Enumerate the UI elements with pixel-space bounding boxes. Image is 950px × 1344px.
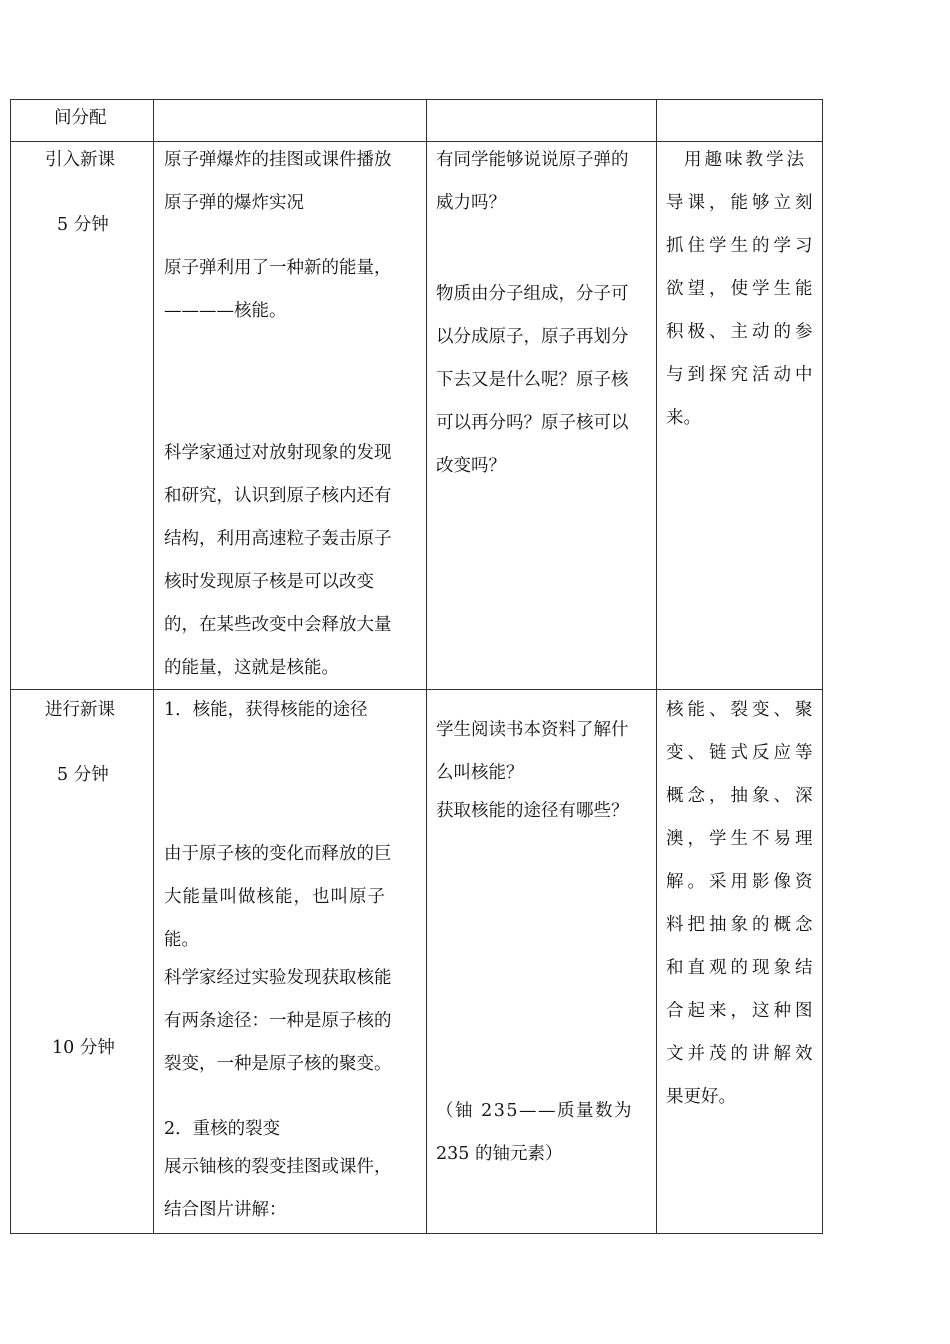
time-label: 5 分钟 <box>57 215 109 235</box>
text-line: 料把抽象的概念 <box>666 915 817 935</box>
text-line: 改变吗？ <box>436 456 506 476</box>
table-border <box>10 99 823 100</box>
subheading: 2．重核的裂变 <box>164 1119 281 1139</box>
table-border <box>426 99 427 1234</box>
subheading: 1．核能，获得核能的途径 <box>164 700 368 720</box>
text-line: 的，在某些改变中会释放大量 <box>164 615 392 635</box>
table-border <box>10 141 823 142</box>
table-border <box>656 99 657 1234</box>
text-line: 展示铀核的裂变挂图或课件， <box>164 1157 392 1177</box>
table-border <box>10 689 823 690</box>
text-line: （铀 235——质量数为 <box>436 1101 633 1121</box>
text-line: 导课，能够立刻 <box>666 193 817 213</box>
table-border <box>153 99 154 1234</box>
text-line: 欲望，使学生能 <box>666 279 817 299</box>
text-line: 变、链式反应等 <box>666 743 817 763</box>
text-line: 科学家通过对放射现象的发现 <box>164 443 392 463</box>
text-line: 科学家经过实验发现获取核能 <box>164 968 392 988</box>
text-line: 裂变，一种是原子核的聚变。 <box>164 1054 392 1074</box>
text-line: 原子弹爆炸的挂图或课件播放 <box>164 150 392 170</box>
text-line: 有同学能够说说原子弹的 <box>436 150 629 170</box>
text-line: 结构，利用高速粒子轰击原子 <box>164 529 392 549</box>
text-line: 概念，抽象、深 <box>666 786 817 806</box>
text-line: 澳，学生不易理 <box>666 829 817 849</box>
text-line: 原子弹利用了一种新的能量， <box>164 258 392 278</box>
text-line: 用趣味教学法 <box>684 150 807 170</box>
text-line: 来。 <box>666 408 701 428</box>
text-line: 大能量叫做核能，也叫原子 <box>164 887 386 907</box>
text-line: 抓住学生的学习 <box>666 236 817 256</box>
text-line: 的能量，这就是核能。 <box>164 658 339 678</box>
text-line: 物质由分子组成，分子可 <box>436 284 629 304</box>
text-line: 获取核能的途径有哪些？ <box>436 801 629 821</box>
text-line: 文并茂的讲解效 <box>666 1044 817 1064</box>
time-label: 5 分钟 <box>57 765 109 785</box>
time-label: 10 分钟 <box>52 1038 115 1058</box>
text-line: 结合图片讲解： <box>164 1200 287 1220</box>
text-line: ————核能。 <box>164 301 287 321</box>
text-line: 可以再分吗？原子核可以 <box>436 413 629 433</box>
section-title-intro: 引入新课 <box>45 150 115 170</box>
text-line: 能。 <box>164 930 199 950</box>
table-border <box>10 1233 823 1234</box>
text-line: 解。采用影像资 <box>666 872 817 892</box>
text-line: 由于原子核的变化而释放的巨 <box>164 844 392 864</box>
text-line: 和研究，认识到原子核内还有 <box>164 486 392 506</box>
text-line: 果更好。 <box>666 1087 736 1107</box>
text-line: 以分成原子，原子再划分 <box>436 327 629 347</box>
text-line: 核能、裂变、聚 <box>666 700 817 720</box>
text-line: 核时发现原子核是可以改变 <box>164 572 374 592</box>
text-line: 和直观的现象结 <box>666 958 817 978</box>
text-line: 原子弹的爆炸实况 <box>164 193 304 213</box>
table-border <box>822 99 823 1234</box>
text-line: 下去又是什么呢？原子核 <box>436 370 629 390</box>
text-line: 有两条途径：一种是原子核的 <box>164 1011 392 1031</box>
header-cell-time: 间分配 <box>54 108 107 128</box>
text-line: 积极、主动的参 <box>666 322 817 342</box>
table-border <box>10 99 11 1234</box>
text-line: 235 的铀元素） <box>436 1144 563 1164</box>
text-line: 合起来，这种图 <box>666 1001 817 1021</box>
text-line: 么叫核能？ <box>436 763 524 783</box>
text-line: 与到探究活动中 <box>666 365 817 385</box>
text-line: 威力吗？ <box>436 193 506 213</box>
section-title-new-lesson: 进行新课 <box>45 700 115 720</box>
text-line: 学生阅读书本资料了解什 <box>436 720 629 740</box>
